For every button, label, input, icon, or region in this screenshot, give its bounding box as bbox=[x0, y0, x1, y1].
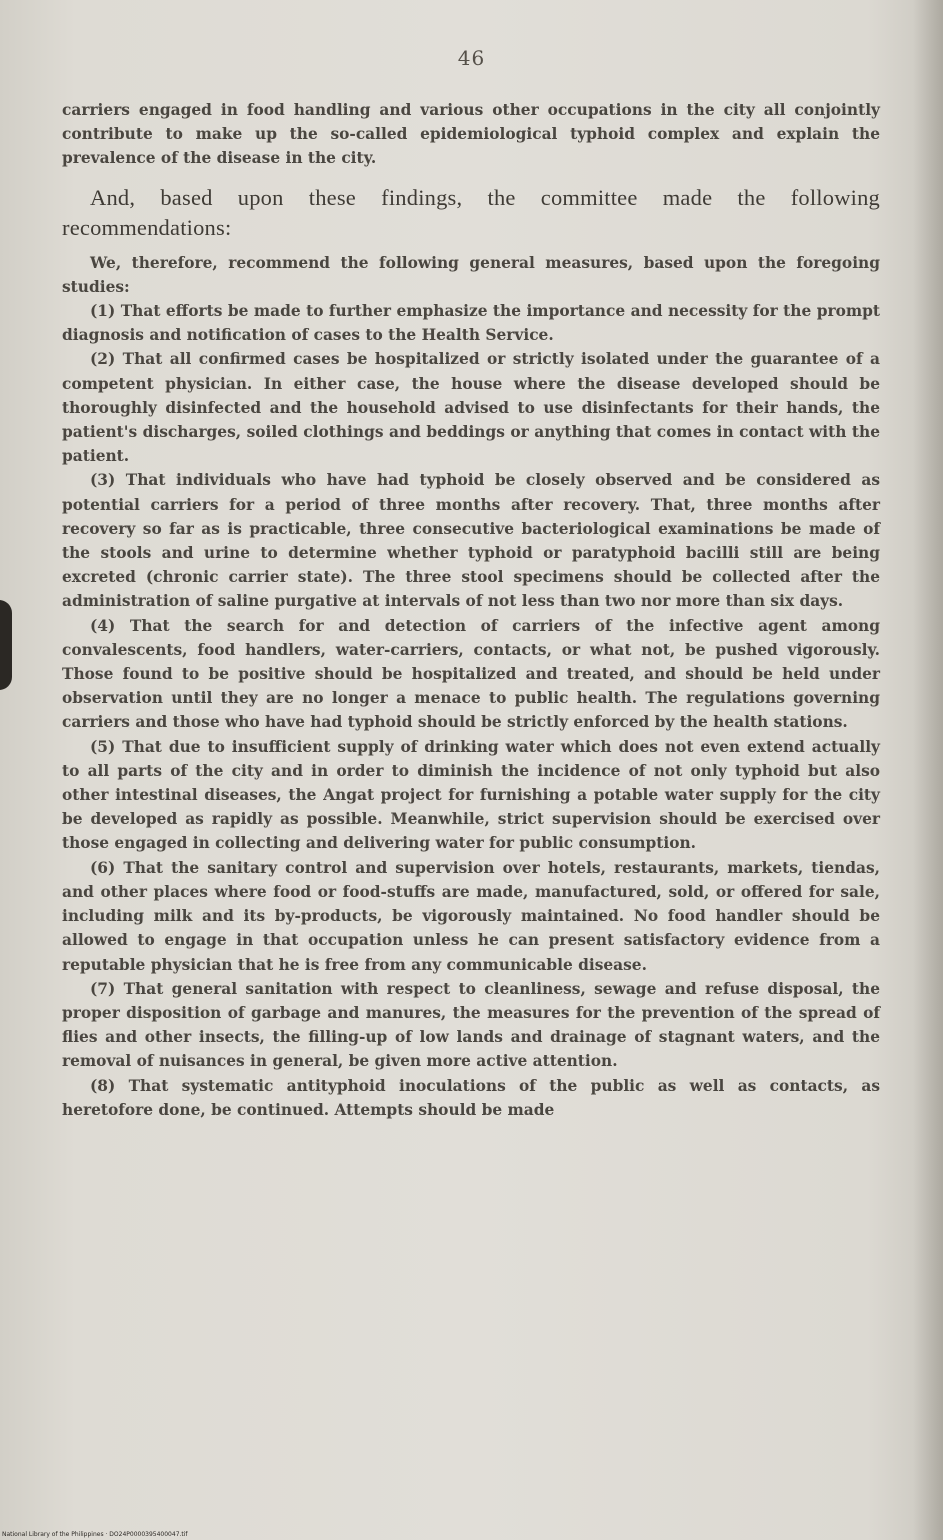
recommendation-4: (4) That the search for and detection of carriers of the infective agent among convalescents, food handlers, water-carriers, contacts, or what not, be pushed vigorously. Those found to be positive should be hospitalized and treated, and should be held under observation until they are no longer a menace to public health. The regulations governing carriers and those who have had typhoid should be strictly enforced by the health stations. bbox=[62, 616, 880, 732]
paragraph-general-measures: We, therefore, recommend the following general measures, based upon the foregoing studies: bbox=[62, 253, 880, 296]
page-edge-shadow bbox=[913, 0, 943, 1540]
recommendation-5: (5) That due to insufficient supply of drinking water which does not even extend actually to all parts of the city and in order to diminish the incidence of not only typhoid but also other intestinal diseases, the Angat project for furnishing a potable water supply for the city be developed as rapidly as possible. Meanwhile, strict supervision should be exercised over those engaged in collecting and delivering water for public consumption. bbox=[62, 737, 880, 853]
recommendation-2: (2) That all confirmed cases be hospitalized or strictly isolated under the guarantee of a competent physician. In either case, the house where the disease developed should be thoroughly disinfected and the household advised to use disinfectants for their hands, the patient's discharges, soiled clothings and beddings or anything that comes in contact with the patient. bbox=[62, 350, 880, 466]
paragraph-intro: And, based upon these findings, the committee made the following recommendations: bbox=[62, 184, 880, 240]
document-body bbox=[62, 98, 880, 1122]
recommendation-3: (3) That individuals who have had typhoid be closely observed and be considered as potential carriers for a period of three months after recovery. That, three months after recovery so far as is practicable, three consecutive bacteriological examinations be made of the stools and urine to determine whether typhoid or paratyphoid bacilli still are being excreted (chronic carrier state). The three stool specimens should be collected after the administration of saline purgative at intervals of not less than two nor more than six days. bbox=[62, 471, 880, 611]
archive-footer: National Library of the Philippines · DO24P0000395400047.tif bbox=[2, 1531, 188, 1538]
binding-tab bbox=[0, 600, 12, 690]
recommendation-7: (7) That general sanitation with respect to cleanliness, sewage and refuse disposal, the proper disposition of garbage and manures, the measures for the prevention of the spread of flies and other insects, the filling-up of low lands and drainage of stagnant waters, and the removal of nuisances in general, be given more active attention. bbox=[62, 979, 880, 1071]
recommendation-1: (1) That efforts be made to further emphasize the importance and necessity for the prompt diagnosis and notification of cases to the Health Service. bbox=[62, 302, 880, 345]
recommendation-8: (8) That systematic antityphoid inoculations of the public as well as contacts, as heretofore done, be continued. Attempts should be made bbox=[62, 1076, 880, 1119]
paragraph-continuation: carriers engaged in food handling and various other occupations in the city all conjointly contribute to make up the so-called epidemiological typhoid complex and explain the prevalence of the disease in the city. bbox=[62, 101, 880, 168]
recommendation-6: (6) That the sanitary control and supervision over hotels, restaurants, markets, tiendas, and other places where food or food-stuffs are made, manufactured, sold, or offered for sale, including milk and its by-products, be vigorously maintained. No food handler should be allowed to engage in that occupation unless he can present satisfactory evidence from a reputable physician that he is free from any communicable disease. bbox=[62, 858, 880, 974]
page-number: 46 bbox=[457, 46, 486, 70]
